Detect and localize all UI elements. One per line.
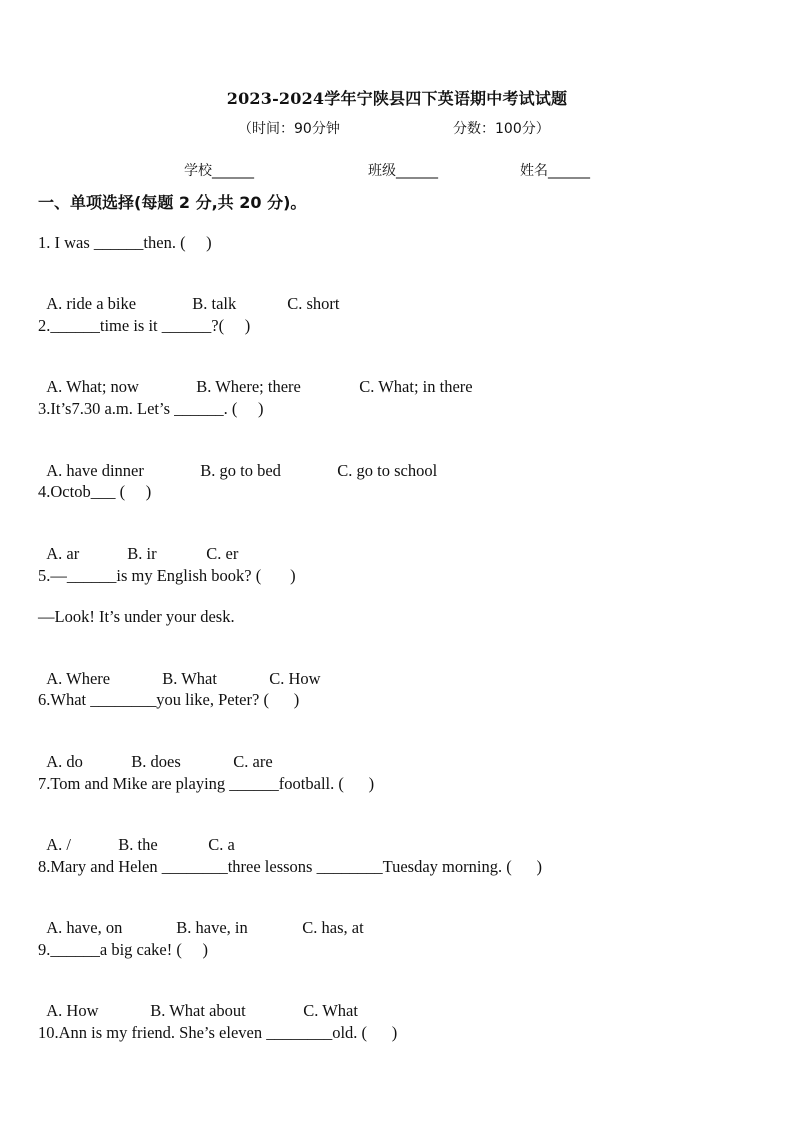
question-7: 7.Tom and Mike are playing ______football. ( ) bbox=[38, 774, 375, 793]
question-4-options bbox=[38, 524, 238, 564]
option: B. the bbox=[118, 835, 158, 854]
option: C. go to school bbox=[337, 461, 438, 480]
question-3-options bbox=[38, 441, 437, 481]
question-8-options bbox=[38, 898, 364, 938]
option: B. talk bbox=[192, 294, 237, 313]
question-1-options bbox=[38, 274, 340, 314]
question-3: 3.It’s7.30 a.m. Let’s ______. ( ) bbox=[38, 399, 264, 418]
option: A. have dinner bbox=[46, 461, 144, 480]
question-7-options bbox=[38, 815, 235, 855]
option: A. What; now bbox=[46, 377, 139, 396]
option: A. How bbox=[46, 1001, 99, 1020]
question-2: 2.______time is it ______?( ) bbox=[38, 316, 251, 335]
option: C. What; in there bbox=[359, 377, 473, 396]
option: C. What bbox=[303, 1001, 358, 1020]
option: B. have, in bbox=[176, 918, 248, 937]
question-1: 1. I was ______then. ( ) bbox=[38, 233, 212, 252]
option: A. / bbox=[46, 835, 71, 854]
question-4: 4.Octob___ ( ) bbox=[38, 482, 152, 501]
option: C. How bbox=[269, 669, 321, 688]
option: A. Where bbox=[46, 669, 111, 688]
question-10: 10.Ann is my friend. She’s eleven ________old. ( ) bbox=[38, 1023, 398, 1042]
option: A. ar bbox=[46, 544, 80, 563]
option: A. do bbox=[46, 752, 83, 771]
option: B. does bbox=[131, 752, 181, 771]
option: A. have, on bbox=[46, 918, 123, 937]
question-9-options bbox=[38, 981, 358, 1021]
school-field: 学校______ bbox=[184, 163, 254, 179]
question-6: 6.What ________you like, Peter? ( ) bbox=[38, 690, 300, 709]
exam-time: （时间：90分钟 bbox=[238, 121, 340, 137]
name-field: 姓名______ bbox=[520, 163, 590, 179]
option: B. ir bbox=[127, 544, 157, 563]
question-5-reply: —Look! It’s under your desk. bbox=[38, 607, 235, 626]
option: C. a bbox=[208, 835, 235, 854]
option: B. What about bbox=[150, 1001, 246, 1020]
option: B. What bbox=[162, 669, 217, 688]
exam-score: 分数：100分） bbox=[453, 121, 550, 137]
question-6-options bbox=[38, 732, 273, 772]
question-5-options bbox=[38, 649, 321, 689]
question-9: 9.______a big cake! ( ) bbox=[38, 940, 208, 959]
option: A. ride a bike bbox=[46, 294, 137, 313]
question-5: 5.—______is my English book? ( ) bbox=[38, 566, 296, 585]
page-title: 2023-2024学年宁陕县四下英语期中考试试题 bbox=[226, 89, 568, 108]
option: C. has, at bbox=[302, 918, 364, 937]
question-8: 8.Mary and Helen ________three lessons ________Tuesday morning. ( ) bbox=[38, 857, 542, 876]
class-field: 班级______ bbox=[368, 163, 438, 179]
section-heading: 一、单项选择(每题 2 分,共 20 分)。 bbox=[38, 193, 307, 212]
option: B. Where; there bbox=[196, 377, 301, 396]
option: C. short bbox=[287, 294, 340, 313]
option: B. go to bed bbox=[200, 461, 281, 480]
question-2-options bbox=[38, 357, 473, 397]
option: C. are bbox=[233, 752, 273, 771]
option: C. er bbox=[206, 544, 239, 563]
